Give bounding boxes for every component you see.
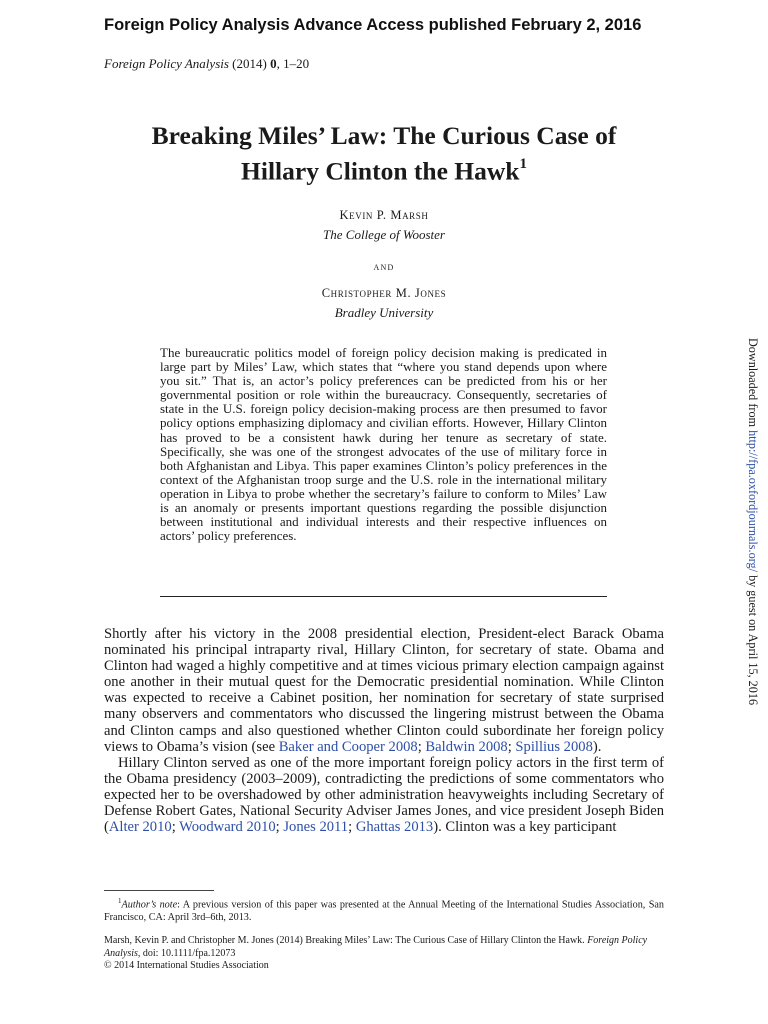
and-word: and [373,259,395,273]
citation-link[interactable]: Alter 2010 [108,819,172,836]
footnote-text: : A previous version of this paper was presented at the Annual Meeting of the International Studies Association, San Francisco, CA: April 3rd–6th, 2013. [104,899,664,924]
main-body [104,626,664,835]
title-line-1: Breaking Miles’ Law: The Curious Case of [151,121,617,150]
footnote-mark: 1 [118,897,122,905]
footnote-divider [104,890,214,891]
citation-link[interactable]: Ghattas 2013 [355,819,434,836]
author-2-name: Christopher M. Jones [321,286,447,300]
citation-link[interactable]: Woodward 2010 [179,819,276,836]
citation-journal: Foreign Policy Analysis [104,935,648,959]
footnote [104,895,664,924]
author-separator [104,259,664,274]
download-watermark: Downloaded from http://fpa.oxfordjournals.org/ by guest on April 15, 2016 [746,338,760,706]
author-2 [104,286,664,321]
author-1-name: Kevin P. Marsh [339,208,429,222]
copyright: © 2014 International Studies Association [104,960,269,972]
article-citation [104,935,664,973]
citation-link[interactable]: Baker and Cooper 2008 [278,738,418,755]
citation-link[interactable]: Baldwin 2008 [425,738,508,755]
journal-name: Foreign Policy Analysis [104,56,229,71]
citation-link[interactable]: Spillius 2008 [515,738,593,755]
author-2-affiliation: Bradley University [334,305,434,320]
title-line-2: Hillary Clinton the Hawk$^1$ [241,156,527,186]
abstract: The bureaucratic politics model of foreign policy decision making is predicated in large part by Miles’ Law, which states that “where you stand depends upon where you sit.” That is, an actor’s policy preferences can be predicted from his or her governmental position or role within the bureaucracy. Consequently, secretaries of state in the U.S. foreign policy decision-making process are then presumed to favor policy options emphasizing diplomacy and civilian efforts. However, Hillary Clinton has proved to be a consistent hawk during her tenure as secretary of state. Specifically, she was one of the strongest advocates of the use of military force in both Afghanistan and Libya. This paper examines Clinton’s policy preferences in the context of the Afghanistan troop surge and the U.S. role in the international military operation in Libya to probe whether the secretary’s failure to conform to Miles’ Law is an anomaly or presents important questions regarding the possible disjunction between institutional and individual interests and their respective influences on actors’ policy preferences. [160,345,607,544]
body-paragraph-1: Shortly after his victory in the 2008 presidential election, President-elect Barack Obama nominated his principal intraparty rival, Hillary Clinton, for secretary of state. Obama and Clinton had waged a highly competitive and at times vicious primary election campaign against one another in their mutual quest for the Democratic presidential nomination. While Clinton was expected to receive a Cabinet position, her nomination for secretary of state surprised many observers and commentators who discussed the lingering mistrust between the Obama and Clinton camps and also questioned whether Clinton could subordinate her foreign policy views to Obama’s vision (see Baker and Cooper 2008; Baldwin 2008; Spillius 2008). [104,626,664,755]
journal-site-link[interactable]: http://fpa.oxfordjournals.org/ [746,430,760,573]
body-paragraph-2: Hillary Clinton served as one of the more important foreign policy actors in the first term of the Obama presidency (2003–2009), contradicting the predictions of some commentators who expected her to be overshadowed by other administration heavyweights including Secretary of Defense Robert Gates, National Security Adviser James Jones, and vice president Joseph Biden (Alter 2010; Woodward 2010; Jones 2011; Ghattas 2013). Clinton was a key participant [104,754,664,836]
citation-link[interactable]: Jones 2011 [283,819,349,836]
footnote-label: Author’s note [121,899,178,911]
title-footnote-mark[interactable]: 1 [519,156,527,172]
article-title [104,120,664,187]
journal-year: (2014) [232,56,267,71]
advance-access-banner: Foreign Policy Analysis Advance Access published February 2, 2016 [104,16,642,34]
journal-pages: , 1–20 [276,56,310,71]
journal-citation-line [104,56,309,72]
author-1 [104,208,664,243]
citation-line: Marsh, Kevin P. and Christopher M. Jones (2014) Breaking Miles’ Law: The Curious Case of Hillary Clinton the Hawk. Foreign Policy Analysis, doi: 10.1111/fpa.12073 [104,935,648,959]
journal-volume: 0 [270,56,277,71]
author-1-affiliation: The College of Wooster [323,227,445,242]
abstract-divider [160,596,607,597]
